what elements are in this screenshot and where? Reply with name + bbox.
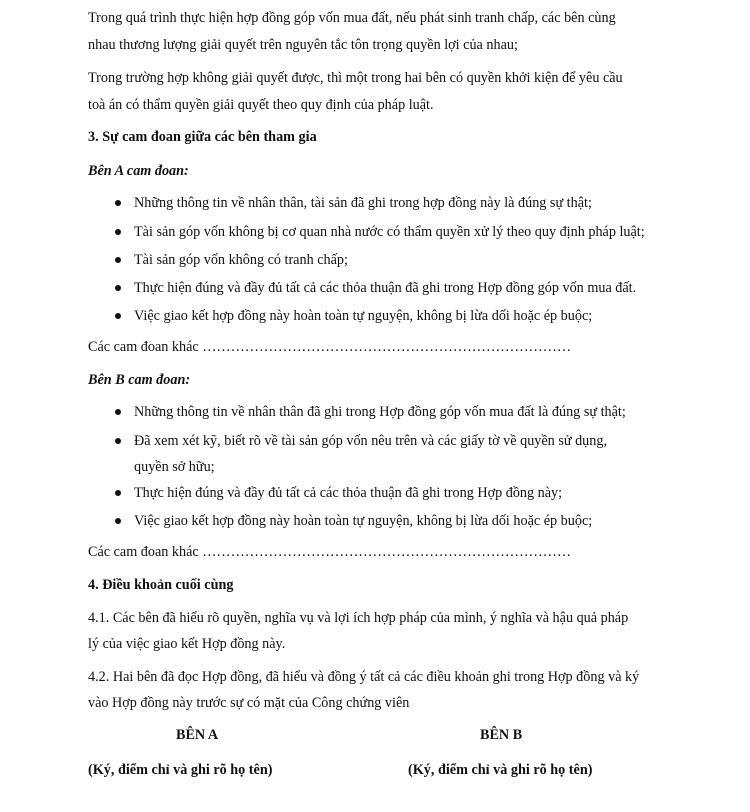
bullet-icon [114, 312, 122, 320]
clause-4-1-line-2: lý của việc giao kết Hợp đồng này. [88, 636, 286, 652]
party-b-other-commitments: Các cam đoan khác …………………………………………………………………… [88, 544, 572, 560]
party-b-item-2: Đã xem xét kỹ, biết rõ về tài sản góp vốn nêu trên và các giấy tờ về quyền sử dụng, [134, 433, 608, 449]
party-a-other-commitments: Các cam đoan khác …………………………………………………………………… [88, 339, 572, 355]
party-a-item-4: Thực hiện đúng và đầy đủ tất cả các thỏa thuận đã ghi trong Hợp đồng góp vốn mua đất. [134, 280, 637, 296]
clause-4-1-line-1: 4.1. Các bên đã hiểu rõ quyền, nghĩa vụ và lợi ích hợp pháp của mình, ý nghĩa và hậu quả pháp [88, 610, 629, 626]
party-a-signature-note: (Ký, điểm chỉ và ghi rõ họ tên) [88, 762, 273, 778]
dispute-paragraph-2-line-1: Trong trường hợp không giải quyết được, thì một trong hai bên có quyền khởi kiện để yêu cầu [88, 70, 623, 86]
bullet-icon [114, 517, 122, 525]
party-b-item-2-continued: quyền sở hữu; [134, 459, 215, 475]
section-4-heading: 4. Điều khoản cuối cùng [88, 577, 234, 593]
bullet-icon [114, 489, 122, 497]
party-b-title: Bên B cam đoan: [88, 372, 191, 388]
dispute-paragraph-1-line-1: Trong quá trình thực hiện hợp đồng góp vốn mua đất, nếu phát sinh tranh chấp, các bên cùng [88, 10, 616, 26]
party-b-item-4: Việc giao kết hợp đồng này hoàn toàn tự nguyện, không bị lừa dối hoặc ép buộc; [134, 513, 593, 529]
bullet-icon [114, 284, 122, 292]
party-b-signature-note: (Ký, điểm chỉ và ghi rõ họ tên) [408, 762, 593, 778]
party-a-item-1: Những thông tin về nhân thân, tài sản đã ghi trong hợp đồng này là đúng sự thật; [134, 195, 592, 211]
party-a-title: Bên A cam đoan: [88, 163, 189, 179]
bullet-icon [114, 199, 122, 207]
party-b-item-3: Thực hiện đúng và đầy đủ tất cả các thỏa thuận đã ghi trong Hợp đồng này; [134, 485, 563, 501]
bullet-icon [114, 408, 122, 416]
dispute-paragraph-2-line-2: toà án có thẩm quyền giải quyết theo quy định của pháp luật. [88, 97, 434, 113]
party-a-item-3: Tài sản góp vốn không có tranh chấp; [134, 252, 348, 268]
clause-4-2-line-1: 4.2. Hai bên đã đọc Hợp đồng, đã hiểu và đồng ý tất cả các điều khoản ghi trong Hợp đồng và ký [88, 669, 640, 685]
party-b-signature-label: BÊN B [480, 727, 523, 743]
section-3-heading: 3. Sự cam đoan giữa các bên tham gia [88, 129, 317, 145]
dispute-paragraph-1-line-2: nhau thương lượng giải quyết trên nguyên tắc tôn trọng quyền lợi của nhau; [88, 37, 518, 53]
party-b-item-1: Những thông tin về nhân thân đã ghi trong Hợp đồng góp vốn mua đất là đúng sự thật; [134, 404, 626, 420]
bullet-icon [114, 256, 122, 264]
party-a-item-5: Việc giao kết hợp đồng này hoàn toàn tự nguyện, không bị lừa dối hoặc ép buộc; [134, 308, 593, 324]
bullet-icon [114, 228, 122, 236]
party-a-item-2: Tài sản góp vốn không bị cơ quan nhà nước có thẩm quyền xử lý theo quy định pháp luật; [134, 224, 645, 240]
bullet-icon [114, 437, 122, 445]
party-a-signature-label: BÊN A [176, 727, 219, 743]
clause-4-2-line-2: vào Hợp đồng này trước sự có mặt của Công chứng viên [88, 695, 410, 711]
